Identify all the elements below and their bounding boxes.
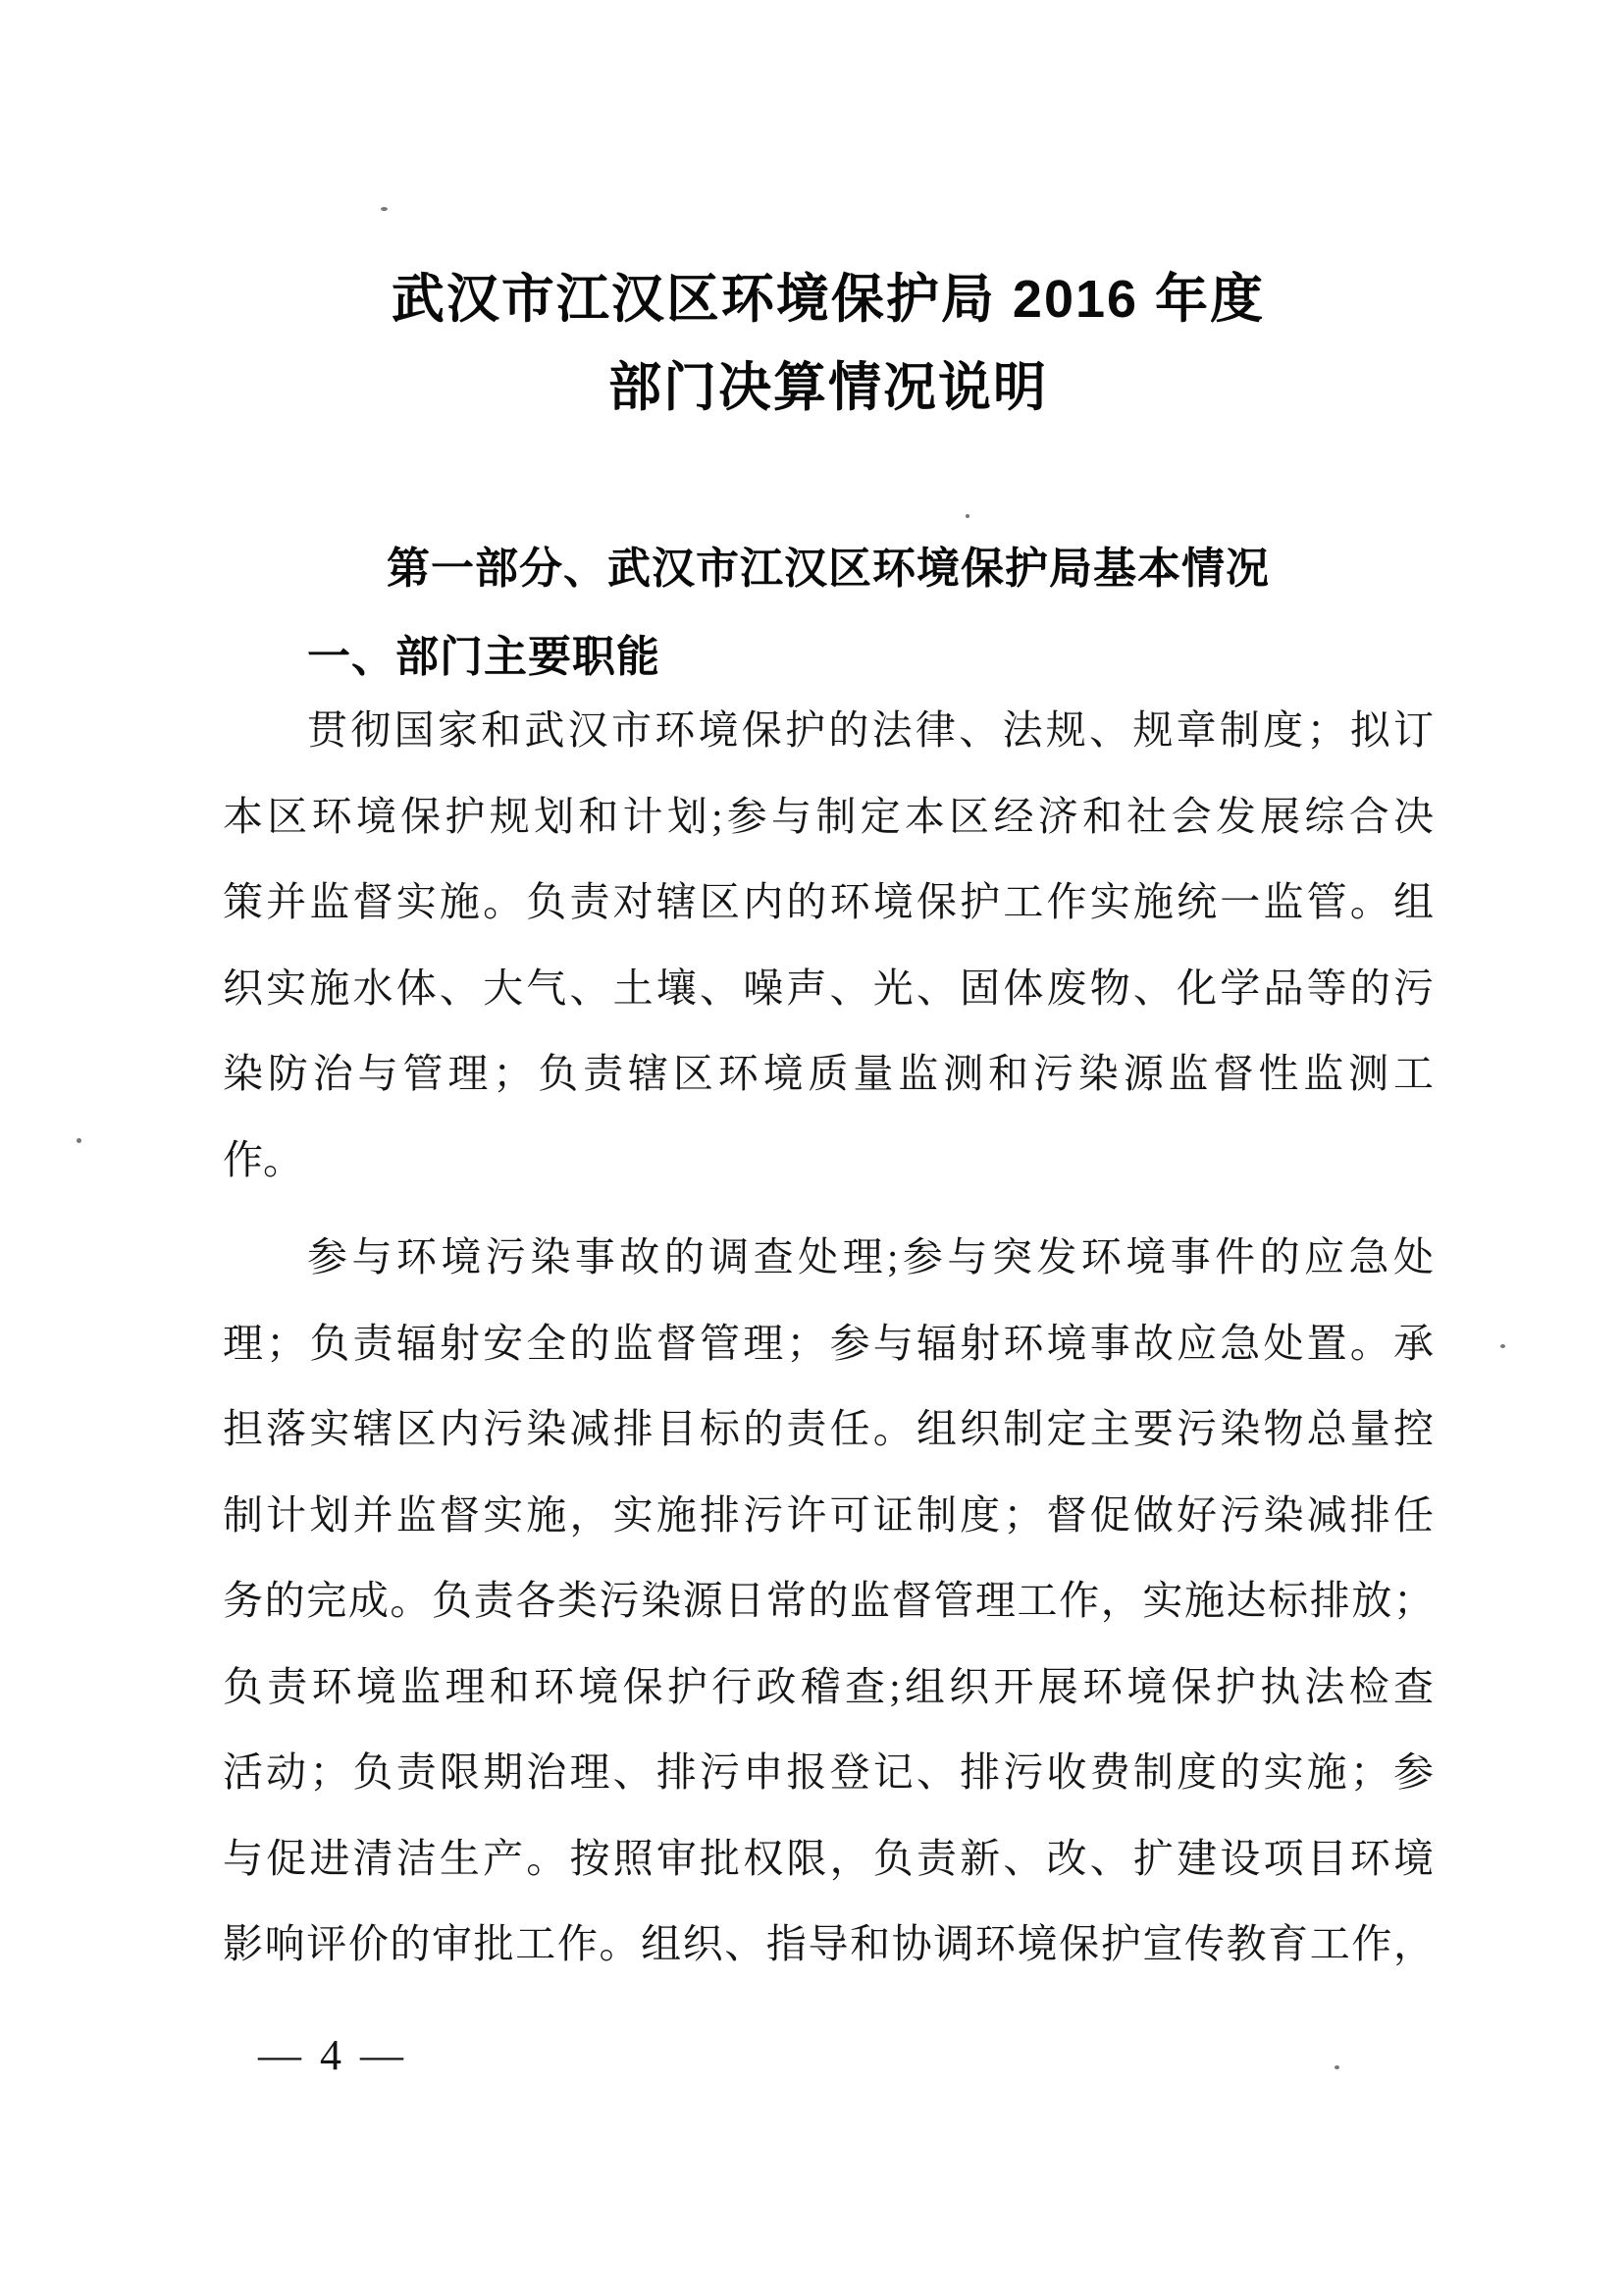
scan-speck	[381, 207, 388, 211]
body-line: 影响评价的审批工作。组织、指导和协调环境保护宣传教育工作，	[223, 1921, 1434, 1966]
body-line: 参与环境污染事故的调查处理;参与突发环境事件的应急处	[307, 1234, 1434, 1279]
section-heading: 第一部分、武汉市江汉区环境保护局基本情况	[387, 545, 1270, 593]
scan-speck	[77, 1138, 81, 1143]
body-line: 担落实辖区内污染减排目标的责任。组织制定主要污染物总量控	[223, 1406, 1434, 1451]
body-line: 务的完成。负责各类污染源日常的监督管理工作，实施达标排放；	[223, 1578, 1434, 1623]
scan-speck	[1335, 2065, 1339, 2069]
body-line: 贯彻国家和武汉市环境保护的法律、法规、规章制度；拟订	[307, 707, 1434, 753]
body-line: 与促进清洁生产。按照审批权限，负责新、改、扩建设项目环境	[223, 1835, 1434, 1881]
body-line: 染防治与管理；负责辖区环境质量监测和污染源监督性监测工	[223, 1051, 1434, 1096]
body-line: 作。	[223, 1136, 303, 1182]
document-title-line-2: 部门决算情况说明	[608, 358, 1048, 417]
body-line: 策并监督实施。负责对辖区内的环境保护工作实施统一监管。组	[223, 879, 1434, 924]
scan-speck	[1500, 1344, 1505, 1348]
body-line: 本区环境保护规划和计划;参与制定本区经济和社会发展综合决	[223, 793, 1434, 839]
body-line: 织实施水体、大气、土壤、噪声、光、固体废物、化学品等的污	[223, 965, 1434, 1011]
document-title	[223, 255, 1434, 432]
body-line: 制计划并监督实施，实施排污许可证制度；督促做好污染减排任	[223, 1491, 1434, 1538]
document-title-line-1: 武汉市江汉区环境保护局 2016 年度	[391, 270, 1266, 329]
subsection-heading: 一、部门主要职能	[307, 633, 660, 681]
paragraph-main-duties-2	[223, 1215, 1434, 1988]
paragraph-main-duties-1	[223, 688, 1434, 1203]
page-number: — 4 —	[258, 2031, 407, 2079]
scan-speck	[966, 514, 969, 518]
body-line: 负责环境监理和环境保护行政稽查;组织开展环境保护执法检查	[223, 1663, 1434, 1709]
body-line: 理；负责辐射安全的监督管理；参与辐射环境事故应急处置。承	[223, 1320, 1434, 1366]
body-line: 活动；负责限期治理、排污申报登记、排污收费制度的实施；参	[223, 1749, 1434, 1795]
